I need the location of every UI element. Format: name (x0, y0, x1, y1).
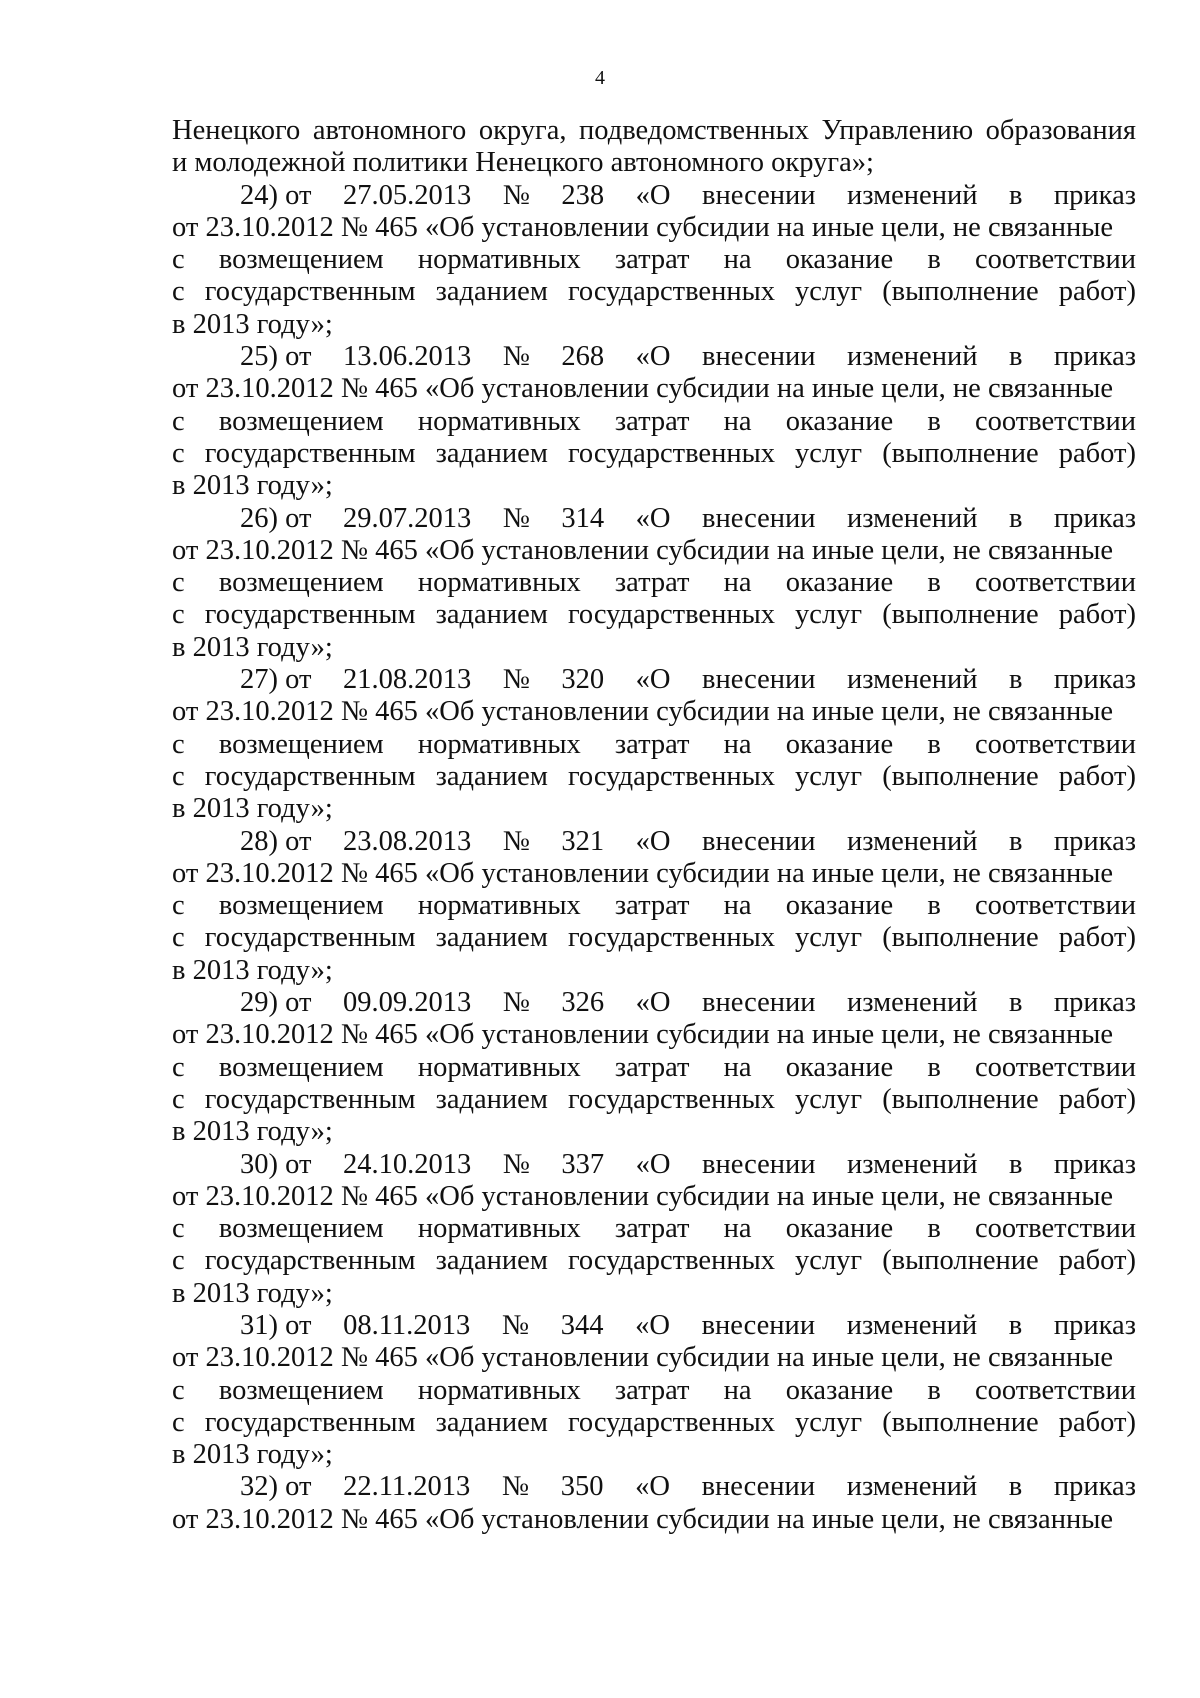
order-item-date: 09.09.2013 (342, 987, 472, 1019)
head-word: внесении (702, 179, 816, 211)
order-item-line-3 (172, 890, 1136, 922)
order-item-number (240, 664, 311, 696)
line3-word: соответствии (974, 244, 1136, 276)
order-item-date: 27.05.2013 (342, 179, 472, 211)
order-item-head (172, 180, 1136, 212)
head-word: изменений (847, 179, 978, 211)
number-sign: № (502, 502, 530, 534)
item-ot: от (285, 825, 312, 857)
line4-word: работ) (1058, 1245, 1136, 1277)
line3-word: на (723, 405, 752, 437)
line4-word: государственных (567, 1083, 775, 1115)
order-item-line-5: в 2013 году»; (172, 631, 333, 663)
order-item-line-5: в 2013 году»; (172, 470, 333, 502)
line3-word: в (927, 1374, 941, 1406)
line3-word: соответствии (974, 1051, 1136, 1083)
head-word: внесении (702, 987, 816, 1019)
intro-line-1 (172, 115, 1136, 147)
order-item-line-3 (172, 1052, 1136, 1084)
order-item-line-2: от 23.10.2012 № 465 «Об установлении субсидии на иные цели, не связанные (172, 696, 1114, 728)
order-item (172, 826, 1136, 987)
line4-word: заданием (435, 599, 548, 631)
head-word: в (1008, 341, 1023, 373)
line3-word: возмещением (218, 728, 384, 760)
number-sign: № (502, 987, 530, 1019)
line3-word: на (723, 890, 752, 922)
line3-word: на (723, 1213, 752, 1245)
order-item-no: 238 (561, 179, 605, 211)
line4-word: услуг (795, 437, 863, 469)
line3-word: в (927, 567, 941, 599)
line3-word: возмещением (218, 405, 384, 437)
line3-word: возмещением (218, 244, 384, 276)
order-item-number (240, 826, 311, 858)
line4-word: услуг (795, 1083, 863, 1115)
line4-word: государственным (204, 922, 416, 954)
order-item-line-4 (172, 1245, 1136, 1277)
intro-word: округа, (478, 115, 567, 146)
order-item-line-5: в 2013 году»; (172, 1439, 333, 1471)
head-word: внесении (702, 502, 816, 534)
line4-word: услуг (795, 599, 863, 631)
line3-word: нормативных (417, 567, 581, 599)
head-word: внесении (701, 1471, 816, 1503)
order-item-line-4 (172, 438, 1136, 470)
order-item-head (172, 987, 1136, 1019)
head-word: изменений (847, 664, 978, 696)
order-item-line-4 (172, 276, 1136, 308)
order-item-number (240, 1149, 311, 1181)
line4-word: государственных (567, 922, 775, 954)
order-item-line-2: от 23.10.2012 № 465 «Об установлении субсидии на иные цели, не связанные (172, 373, 1114, 405)
head-word: внесении (702, 664, 816, 696)
line3-word: затрат (614, 890, 690, 922)
order-item-line-4 (172, 599, 1136, 631)
line4-word: заданием (435, 922, 548, 954)
line4-word: государственных (567, 437, 775, 469)
order-item-head (172, 503, 1136, 535)
order-item-line-5: в 2013 году»; (172, 954, 333, 986)
order-item (172, 664, 1136, 825)
line3-word: возмещением (218, 567, 384, 599)
line3-word: на (723, 567, 752, 599)
line3-word: затрат (614, 1051, 690, 1083)
head-word: приказ (1053, 502, 1136, 534)
intro-word: автономного (312, 115, 467, 146)
order-item-line-2: от 23.10.2012 № 465 «Об установлении субсидии на иные цели, не связанные (172, 211, 1114, 243)
line4-word: услуг (795, 1245, 863, 1277)
item-num: 30) (240, 1148, 278, 1180)
line4-word: с (172, 437, 185, 469)
line4-word: с (172, 599, 185, 631)
head-word: изменений (847, 987, 978, 1019)
intro-line-2: и молодежной политики Ненецкого автономного округа»; (172, 147, 874, 179)
line4-word: (выполнение (882, 922, 1039, 954)
order-item-no: 268 (561, 341, 605, 373)
line4-word: заданием (435, 760, 548, 792)
line4-word: заданием (435, 1406, 548, 1438)
line4-word: государственным (204, 1083, 416, 1115)
head-word: в (1008, 825, 1023, 857)
head-word: «О (635, 1471, 670, 1503)
item-ot: от (285, 1148, 312, 1180)
line3-word: оказание (785, 728, 894, 760)
order-list (172, 180, 1136, 1536)
order-item-number (240, 1310, 311, 1342)
head-word: «О (635, 825, 671, 857)
line4-word: с (172, 1083, 185, 1115)
order-item-date: 22.11.2013 (343, 1471, 471, 1503)
order-item-line-2: от 23.10.2012 № 465 «Об установлении субсидии на иные цели, не связанные (172, 1019, 1114, 1051)
item-num: 27) (240, 664, 278, 696)
line3-word: оказание (785, 1213, 894, 1245)
line3-word: оказание (785, 244, 894, 276)
intro-word: Управлению (821, 115, 974, 146)
item-ot: от (285, 502, 312, 534)
item-ot: от (285, 664, 312, 696)
number-sign: № (501, 1471, 530, 1503)
order-item-date: 23.08.2013 (342, 825, 472, 857)
line4-word: (выполнение (882, 1245, 1039, 1277)
order-item-head (172, 1310, 1136, 1342)
line4-word: работ) (1058, 437, 1136, 469)
line3-word: затрат (614, 1374, 690, 1406)
head-word: приказ (1053, 341, 1136, 373)
number-sign: № (502, 179, 530, 211)
line3-word: нормативных (417, 1051, 581, 1083)
number-sign: № (501, 1309, 530, 1341)
head-word: внесении (701, 1309, 816, 1341)
order-item-number (240, 180, 311, 212)
line3-word: с (172, 1213, 185, 1245)
order-item-line-4 (172, 922, 1136, 954)
line4-word: государственных (567, 1406, 775, 1438)
line3-word: нормативных (417, 728, 581, 760)
head-word: изменений (847, 502, 978, 534)
line3-word: соответствии (974, 728, 1136, 760)
line3-word: в (927, 1051, 941, 1083)
line4-word: работ) (1058, 1083, 1136, 1115)
line3-word: нормативных (417, 890, 581, 922)
order-item-line-5: в 2013 году»; (172, 1116, 333, 1148)
order-item-no: 326 (561, 987, 605, 1019)
order-item-head (172, 341, 1136, 373)
order-item-line-5: в 2013 году»; (172, 1277, 333, 1309)
line3-word: соответствии (974, 1374, 1136, 1406)
line4-word: заданием (435, 1245, 548, 1277)
head-word: «О (635, 987, 671, 1019)
line4-word: с (172, 922, 185, 954)
line4-word: заданием (435, 1083, 548, 1115)
head-word: приказ (1053, 664, 1136, 696)
line3-word: возмещением (218, 1051, 384, 1083)
order-item-no: 350 (560, 1471, 604, 1503)
head-word: изменений (847, 825, 978, 857)
line3-word: нормативных (417, 244, 581, 276)
number-sign: № (502, 341, 530, 373)
head-word: приказ (1053, 1309, 1136, 1341)
line4-word: государственных (567, 599, 775, 631)
line4-word: работ) (1058, 760, 1136, 792)
line3-word: оказание (785, 1374, 894, 1406)
line3-word: соответствии (974, 567, 1136, 599)
document-body (172, 115, 1136, 1536)
line3-word: с (172, 405, 185, 437)
head-word: приказ (1053, 825, 1136, 857)
order-item-head (172, 1149, 1136, 1181)
order-item-date: 13.06.2013 (342, 341, 472, 373)
number-sign: № (502, 664, 530, 696)
head-word: «О (635, 1148, 671, 1180)
line3-word: нормативных (417, 405, 581, 437)
head-word: приказ (1053, 987, 1136, 1019)
head-word: в (1008, 664, 1023, 696)
line3-word: на (723, 1374, 752, 1406)
line4-word: (выполнение (882, 1406, 1039, 1438)
order-item-line-5: в 2013 году»; (172, 308, 333, 340)
line3-word: возмещением (218, 1374, 384, 1406)
order-item-line-3 (172, 244, 1136, 276)
head-word: «О (635, 341, 671, 373)
head-word: внесении (702, 825, 816, 857)
order-item-date: 21.08.2013 (342, 664, 472, 696)
item-ot: от (285, 179, 312, 211)
line4-word: с (172, 1245, 185, 1277)
intro-word: подведомственных (579, 115, 809, 146)
order-item-number (240, 1471, 311, 1503)
order-item-no: 320 (561, 664, 605, 696)
line3-word: с (172, 1374, 185, 1406)
line4-word: работ) (1058, 1406, 1136, 1438)
line4-word: с (172, 276, 185, 308)
head-word: приказ (1053, 1148, 1136, 1180)
line3-word: в (927, 244, 941, 276)
order-item-date: 29.07.2013 (342, 502, 472, 534)
head-word: «О (635, 664, 671, 696)
head-word: «О (635, 502, 671, 534)
line4-word: услуг (795, 1406, 863, 1438)
order-item-line-4 (172, 761, 1136, 793)
order-item-date: 08.11.2013 (343, 1309, 471, 1341)
line4-word: услуг (795, 760, 863, 792)
head-word: в (1008, 1309, 1023, 1341)
number-sign: № (502, 1148, 530, 1180)
order-item-line-4 (172, 1084, 1136, 1116)
head-word: изменений (847, 341, 978, 373)
line3-word: оказание (785, 405, 894, 437)
line4-word: государственным (204, 599, 416, 631)
line3-word: с (172, 728, 185, 760)
item-num: 26) (240, 502, 278, 534)
head-word: приказ (1053, 179, 1136, 211)
head-word: в (1008, 179, 1023, 211)
line3-word: в (927, 1213, 941, 1245)
order-item-line-2: от 23.10.2012 № 465 «Об установлении субсидии на иные цели, не связанные (172, 1503, 1114, 1535)
item-ot: от (285, 1471, 312, 1503)
item-num: 32) (240, 1471, 278, 1503)
order-item-line-3 (172, 567, 1136, 599)
page-number: 4 (595, 67, 605, 89)
order-item-head (172, 826, 1136, 858)
line4-word: государственным (204, 437, 416, 469)
item-num: 25) (240, 341, 278, 373)
head-word: приказ (1053, 1471, 1136, 1503)
head-word: в (1008, 502, 1023, 534)
order-item-number (240, 341, 311, 373)
head-word: в (1008, 1471, 1023, 1503)
item-ot: от (285, 341, 312, 373)
line3-word: оказание (785, 1051, 894, 1083)
item-ot: от (285, 987, 312, 1019)
line3-word: соответствии (974, 1213, 1136, 1245)
line3-word: в (927, 890, 941, 922)
order-item (172, 1149, 1136, 1310)
order-item-head (172, 664, 1136, 696)
order-item-line-3 (172, 406, 1136, 438)
head-word: внесении (702, 1148, 816, 1180)
head-word: изменений (846, 1309, 978, 1341)
line4-word: (выполнение (882, 276, 1039, 308)
order-item-no: 314 (561, 502, 605, 534)
order-item-line-4 (172, 1407, 1136, 1439)
line3-word: соответствии (974, 405, 1136, 437)
item-num: 31) (240, 1309, 278, 1341)
order-item-number (240, 987, 311, 1019)
order-item (172, 503, 1136, 664)
line3-word: затрат (614, 244, 690, 276)
order-item-number (240, 503, 311, 535)
line4-word: услуг (795, 276, 863, 308)
line3-word: на (723, 244, 752, 276)
line3-word: в (927, 405, 941, 437)
line3-word: затрат (614, 405, 690, 437)
head-word: в (1008, 1148, 1023, 1180)
line4-word: работ) (1058, 599, 1136, 631)
line4-word: услуг (795, 922, 863, 954)
line4-word: государственным (204, 1406, 416, 1438)
order-item (172, 341, 1136, 502)
line4-word: государственным (204, 760, 416, 792)
line3-word: затрат (614, 1213, 690, 1245)
head-word: внесении (702, 341, 816, 373)
line4-word: (выполнение (882, 760, 1039, 792)
line3-word: в (927, 728, 941, 760)
item-num: 24) (240, 179, 278, 211)
line3-word: возмещением (218, 890, 384, 922)
line4-word: государственных (567, 1245, 775, 1277)
item-num: 28) (240, 825, 278, 857)
head-word: изменений (847, 1148, 978, 1180)
item-num: 29) (240, 987, 278, 1019)
head-word: «О (635, 179, 671, 211)
line3-word: с (172, 890, 185, 922)
line3-word: с (172, 244, 185, 276)
line4-word: работ) (1058, 276, 1136, 308)
line4-word: государственных (567, 276, 775, 308)
head-word: в (1008, 987, 1023, 1019)
intro-word: Ненецкого (172, 115, 301, 146)
order-item-line-3 (172, 1213, 1136, 1245)
line4-word: государственным (204, 276, 416, 308)
order-item-head (172, 1471, 1136, 1503)
line4-word: (выполнение (882, 437, 1039, 469)
line4-word: заданием (435, 437, 548, 469)
order-item-line-3 (172, 729, 1136, 761)
order-item (172, 987, 1136, 1148)
order-item-line-2: от 23.10.2012 № 465 «Об установлении субсидии на иные цели, не связанные (172, 534, 1114, 566)
item-ot: от (285, 1309, 312, 1341)
line3-word: затрат (614, 567, 690, 599)
line4-word: (выполнение (882, 1083, 1039, 1115)
line3-word: на (723, 1051, 752, 1083)
order-item-line-2: от 23.10.2012 № 465 «Об установлении субсидии на иные цели, не связанные (172, 1342, 1114, 1374)
order-item-date: 24.10.2013 (342, 1148, 472, 1180)
order-item-no: 337 (561, 1148, 605, 1180)
order-item-line-2: от 23.10.2012 № 465 «Об установлении субсидии на иные цели, не связанные (172, 857, 1114, 889)
line4-word: государственным (204, 1245, 416, 1277)
line4-word: государственных (567, 760, 775, 792)
order-item-line-2: от 23.10.2012 № 465 «Об установлении субсидии на иные цели, не связанные (172, 1180, 1114, 1212)
order-item-no: 321 (561, 825, 605, 857)
line4-word: с (172, 760, 185, 792)
line3-word: затрат (614, 728, 690, 760)
line3-word: оказание (785, 567, 894, 599)
line3-word: с (172, 567, 185, 599)
line3-word: нормативных (417, 1213, 581, 1245)
head-word: изменений (846, 1471, 978, 1503)
order-item-no: 344 (560, 1309, 604, 1341)
order-item (172, 180, 1136, 341)
order-item (172, 1310, 1136, 1471)
line3-word: оказание (785, 890, 894, 922)
line3-word: соответствии (974, 890, 1136, 922)
line3-word: с (172, 1051, 185, 1083)
order-item-line-5: в 2013 году»; (172, 793, 333, 825)
line3-word: нормативных (417, 1374, 581, 1406)
order-item-line-3 (172, 1375, 1136, 1407)
line4-word: с (172, 1406, 185, 1438)
line4-word: работ) (1058, 922, 1136, 954)
intro-word: образования (985, 115, 1136, 146)
order-item (172, 1471, 1136, 1536)
line4-word: (выполнение (882, 599, 1039, 631)
number-sign: № (502, 825, 530, 857)
line4-word: заданием (435, 276, 548, 308)
line3-word: на (723, 728, 752, 760)
line3-word: возмещением (218, 1213, 384, 1245)
head-word: «О (635, 1309, 670, 1341)
